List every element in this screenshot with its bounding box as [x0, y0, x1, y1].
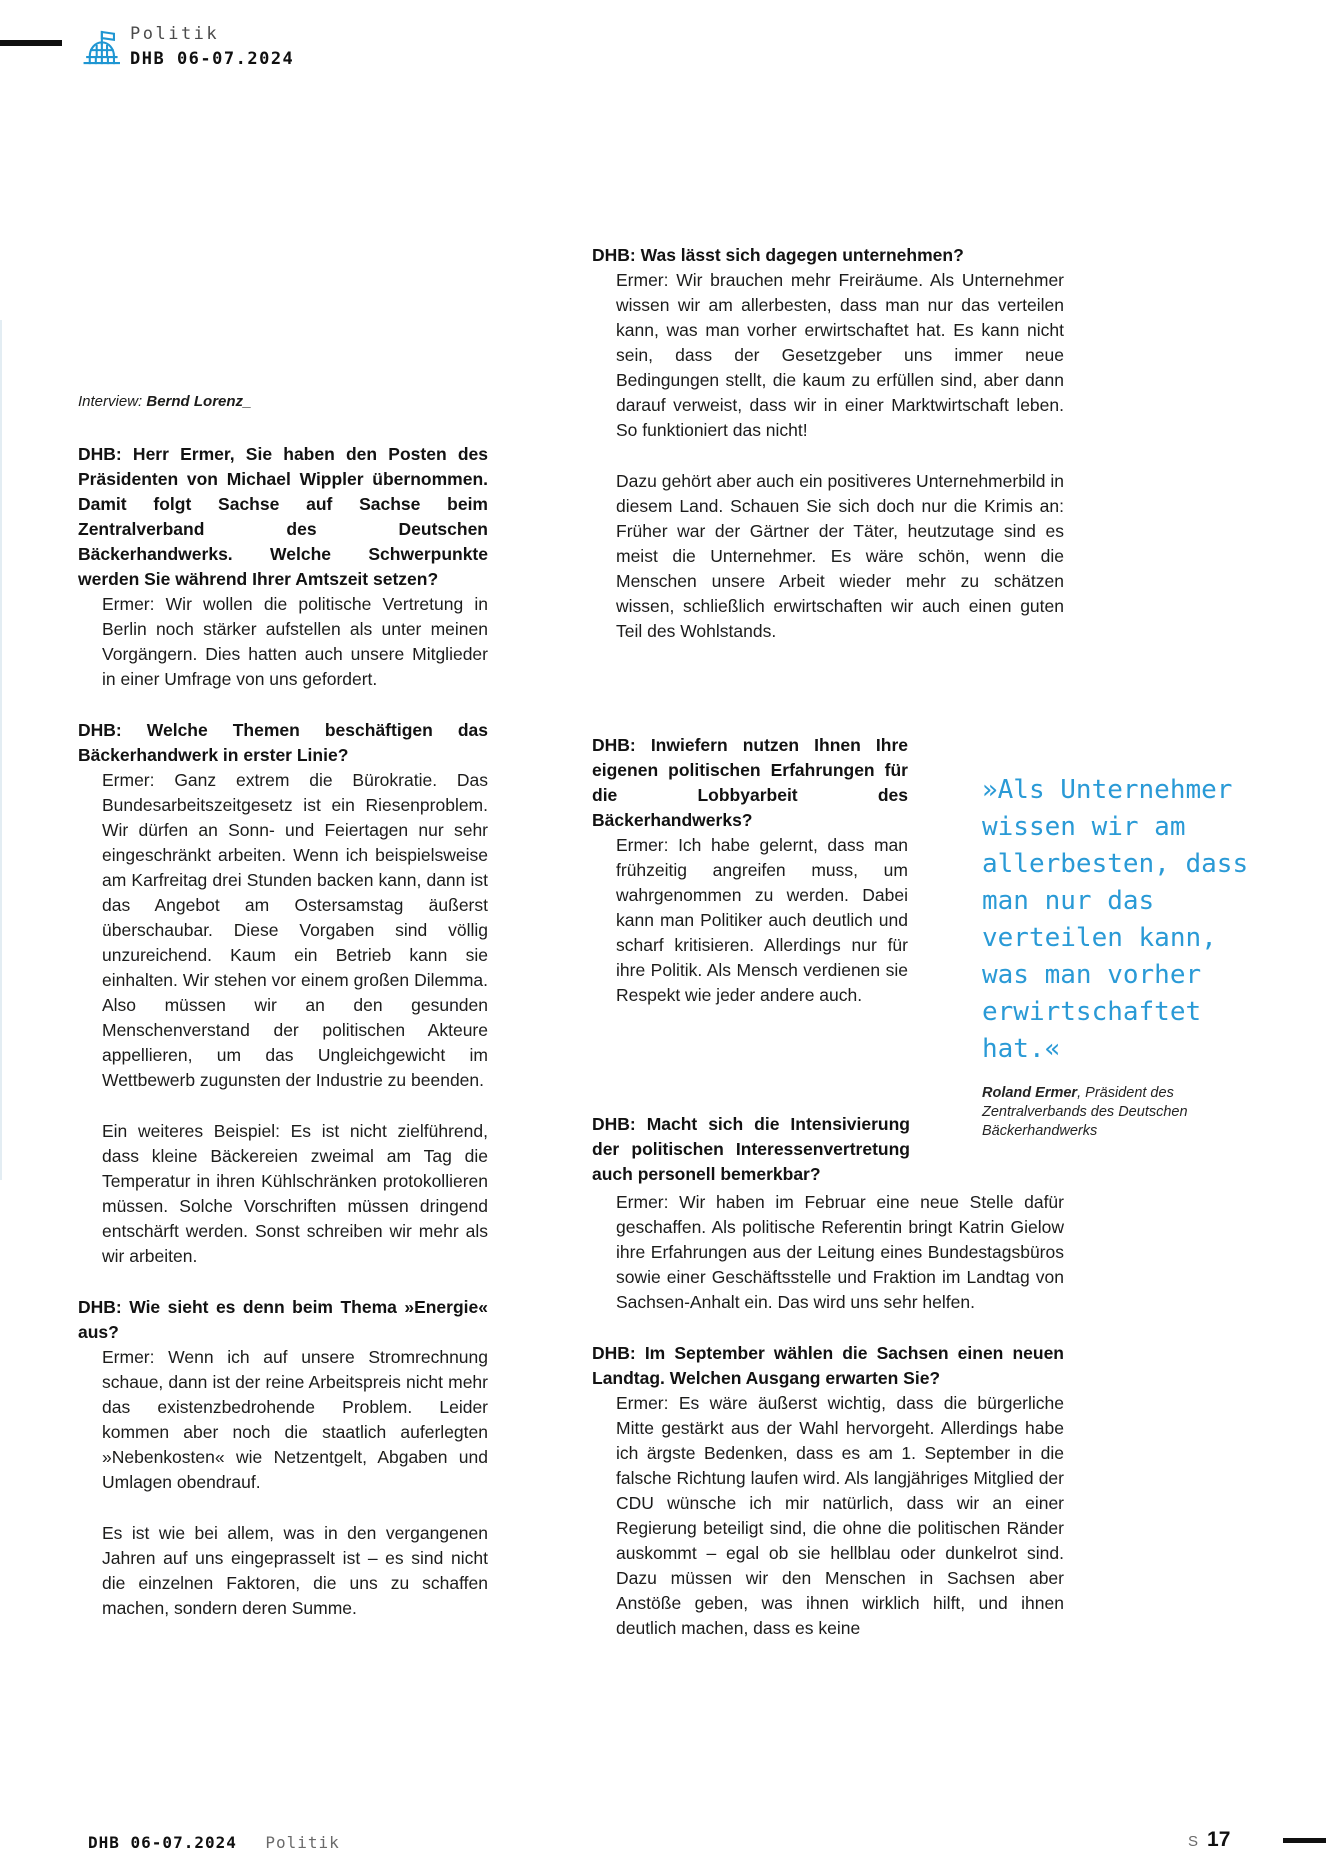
byline-author: Bernd Lorenz_ [146, 393, 252, 410]
interview-answer: Dazu gehört aber auch ein positiveres Unternehmerbild in diesem Land. Schauen Sie sich doch nur die Krimis an: Früher war der Gärtner der Täter, heutzutage sind es meist die Unternehmer. Es wäre schön, wenn die Menschen unsere Arbeit wieder mehr zu schätzen wissen, schließlich erwirtschaften wir auch einen guten Teil des Wohlstands. [616, 471, 1064, 641]
footer-left [88, 1833, 340, 1853]
left-page-hairline [0, 320, 2, 1180]
interview-answer: Ermer: Es wäre äußerst wichtig, dass die bürgerliche Mitte gestärkt aus der Wahl hervorgeht. Allerdings habe ich ärgste Bedenken, dass es am 1. September in die falsche Richtung laufen wird. Als langjähriges Mitglied der CDU wünsche ich mir natürlich, dass wir an einer Regierung beteiligt sind, die ohne die politischen Ränder auskommt – egal ob sie hellblau oder dunkelrot sind. Dazu müssen wir den Menschen in Sachsen aber Anstöße geben, was ihnen wirklich hilft, und ihnen deutlich machen, dass es keine [616, 1393, 1064, 1638]
pull-quote-text: »Als Unternehmer wissen wir am allerbesten, dass man nur das verteilen kann, was man vorher erwirtschaftet hat.« [982, 775, 1249, 1064]
footer-issue-label: DHB 06-07.2024 [88, 1833, 237, 1852]
interview-answer: Es ist wie bei allem, was in den vergangenen Jahren auf uns eingeprasselt ist – es sind nicht die einzelnen Faktoren, die uns zu schaffen machen, sondern deren Summe. [102, 1523, 488, 1618]
interview-answer: Ermer: Ganz extrem die Bürokratie. Das Bundesarbeitszeitgesetz ist ein Riesenproblem. Wir dürfen an Sonn- und Feiertagen nur sehr eingeschränkt arbeiten. Wenn ich beispielsweise am Karfreitag drei Stunden backen kann, dann ist das Angebot am Ostersamstag äußerst überschaubar. Diese Vorgaben sind völlig unzureichend. Kaum ein Betrieb kann sie einhalten. Wir stehen vor einem großen Dilemma. Also müssen wir an den gesunden Menschenverstand der politischen Akteure appellieren, um das Ungleichgewicht im Wettbewerb zugunsten der Industrie zu beenden. [102, 770, 488, 1090]
interview-question: DHB: Macht sich die Intensivierung der politischen Interessenvertretung auch personell bemerkbar? [592, 1114, 910, 1184]
interview-question: DHB: Wie sieht es denn beim Thema »Energie« aus? [78, 1297, 488, 1342]
interview-answer: Ermer: Wenn ich auf unsere Stromrechnung schaue, dann ist der reine Arbeitspreis nicht mehr das existenzbedrohende Problem. Leider kommen aber noch die staatlich auferlegten »Nebenkosten« wie Netzentgelt, Abgaben und Umlagen obendrauf. [102, 1347, 488, 1492]
section-label: Politik [130, 24, 220, 44]
footer-section-label: Politik [265, 1833, 340, 1852]
page-number-prefix: S [1188, 1833, 1199, 1850]
column-2-top [592, 243, 1064, 644]
interview-question: DHB: Inwiefern nutzen Ihnen Ihre eigenen politischen Erfahrungen für die Lobbyarbeit des Bäckerhandwerks? [592, 735, 908, 830]
column-2-question-block [592, 1112, 910, 1187]
masthead-text [130, 24, 294, 69]
page-header [82, 24, 294, 79]
interview-answer: Ermer: Wir haben im Februar eine neue Stelle dafür geschaffen. Als politische Referentin bringt Katrin Gielow ihre Erfahrungen aus der Leitung eines Bundestagsbüros sowie einer Geschäftsstelle und Fraktion im Landtag von Sachsen-Anhalt ein. Das wird uns sehr helfen. [616, 1192, 1064, 1312]
issue-label: DHB 06-07.2024 [130, 49, 295, 69]
byline-prefix: Interview: [78, 393, 147, 410]
interview-question: DHB: Was lässt sich dagegen unternehmen? [592, 245, 964, 265]
footer-rule [1283, 1838, 1326, 1843]
footer-right [1188, 1828, 1230, 1852]
interview-question: DHB: Herr Ermer, Sie haben den Posten des Präsidenten von Michael Wippler übernommen. Damit folgt Sachse auf Sachse beim Zentralverband des Deutschen Bäckerhandwerks. Welche Schwerpunkte werden Sie während Ihrer Amtszeit setzen? [78, 444, 488, 589]
pull-quote-attribution [982, 1084, 1276, 1141]
reichstag-icon [82, 28, 120, 79]
page-number: 17 [1207, 1828, 1231, 1851]
byline [78, 392, 488, 412]
attribution-role: , Präsident des Zentralverbands des Deutschen Bäckerhandwerks [982, 1085, 1188, 1139]
interview-answer: Ermer: Ich habe gelernt, dass man frühzeitig angreifen muss, um wahrgenommen zu werden. Dabei kann man Politiker auch deutlich und scharf kritisieren. Allerdings nur für ihre Politik. Als Mensch verdienen sie Respekt wie jeder andere auch. [616, 835, 908, 1005]
pull-quote [982, 772, 1276, 1141]
column-2-bottom [592, 1190, 1064, 1641]
top-left-rule [0, 40, 62, 46]
interview-answer: Ermer: Wir brauchen mehr Freiräume. Als Unternehmer wissen wir am allerbesten, dass man nur das verteilen kann, was man vorher erwirtschaftet hat. Es kann nicht sein, dass der Gesetzgeber uns immer neue Bedingungen stellt, die kaum zu erfüllen sind, aber dann darauf verweist, dass wir in einer Marktwirtschaft leben. So funktioniert das nicht! [616, 270, 1064, 440]
column-2-narrow [592, 733, 908, 1008]
interview-answer: Ein weiteres Beispiel: Es ist nicht zielführend, dass kleine Bäckereien zweimal am Tag die Temperatur in ihren Kühlschränken protokollieren müssen. Solche Vorschriften müssen dringend entschärft werden. Sonst schreiben wir mehr als wir arbeiten. [102, 1121, 488, 1266]
interview-question: DHB: Im September wählen die Sachsen einen neuen Landtag. Welchen Ausgang erwarten Sie? [592, 1343, 1064, 1388]
attribution-name: Roland Ermer [982, 1085, 1078, 1101]
interview-answer: Ermer: Wir wollen die politische Vertretung in Berlin noch stärker aufstellen als unter meinen Vorgängern. Dies hatten auch unsere Mitglieder in einer Umfrage von uns gefordert. [102, 594, 488, 689]
interview-question: DHB: Welche Themen beschäftigen das Bäckerhandwerk in erster Linie? [78, 720, 488, 765]
column-1 [78, 392, 488, 1621]
